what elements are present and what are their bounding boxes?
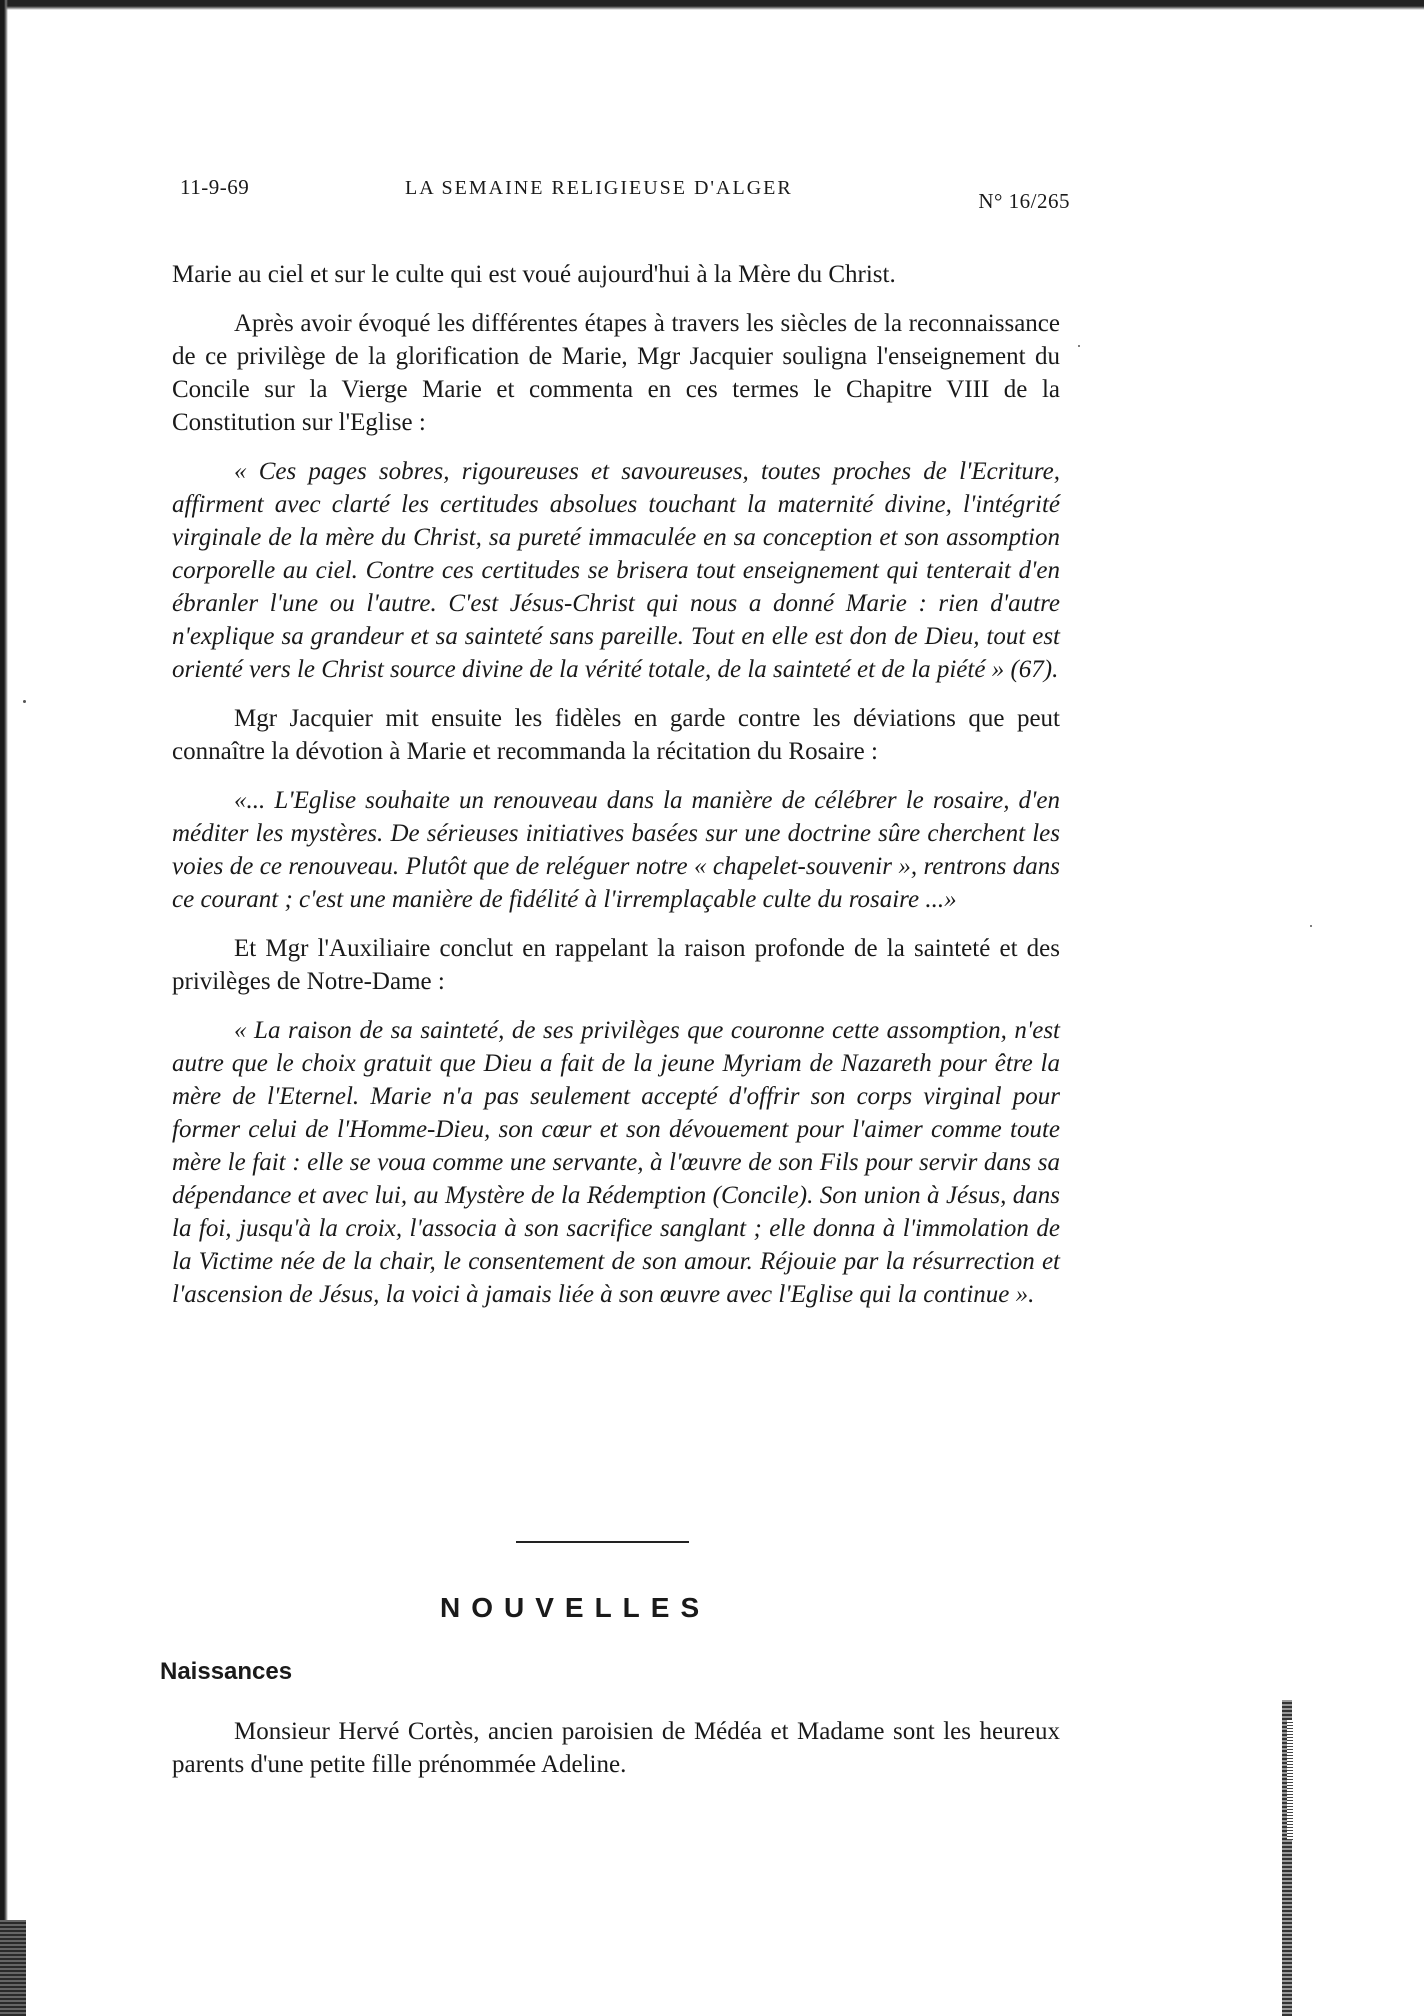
- article-body: [172, 258, 1060, 1327]
- births-heading: Naissances: [160, 1658, 293, 1685]
- article-paragraph: Marie au ciel et sur le culte qui est voué aujourd'hui à la Mère du Christ.: [172, 261, 896, 288]
- issue-date: 11-9-69: [180, 175, 250, 199]
- scan-edge-top: [0, 0, 1424, 10]
- news-section-title: NOUVELLES: [440, 1592, 711, 1623]
- article-quote: «... L'Eglise souhaite un renouveau dans la manière de célébrer le rosaire, d'en méditer les mystères. De sérieuses initiatives basées sur une doctrine sûre cherchent les voies de ce renouveau. Plutôt que de reléguer notre « chapelet-souvenir », rentrons dans ce courant ; c'est une manière de fidélité à l'irremplaçable culte du rosaire ...»: [172, 787, 1060, 913]
- article-paragraph: Et Mgr l'Auxiliaire conclut en rappelant la raison profonde de la sainteté et des privilèges de Notre-Dame :: [172, 935, 1060, 995]
- scan-edge-left: [0, 0, 8, 2016]
- article-paragraph: Mgr Jacquier mit ensuite les fidèles en garde contre les déviations que peut connaître la dévotion à Marie et recommanda la récitation du Rosaire :: [172, 705, 1060, 765]
- article-paragraph: Après avoir évoqué les différentes étapes à travers les siècles de la reconnaissance de ce privilège de la glorification de Marie, Mgr Jacquier souligna l'enseignement du Concile sur la Vierge Marie et commenta en ces termes le Chapitre VIII de la Constitution sur l'Eglise :: [172, 310, 1060, 436]
- article-quote: « Ces pages sobres, rigoureuses et savoureuses, toutes proches de l'Ecriture, affirment avec clarté les certitudes absolues touchant la maternité divine, l'intégrité virginale de la mère du Christ, sa pureté immaculée en sa conception et son assomption corporelle au ciel. Contre ces certitudes se brisera tout enseignement qui tenterait d'en ébranler l'une ou l'autre. C'est Jésus-Christ qui nous a donné Marie : rien d'autre n'explique sa grandeur et sa sainteté sans pareille. Tout en elle est don de Dieu, tout est orienté vers le Christ source divine de la vérité totale, de la sainteté et de la piété » (67).: [172, 458, 1060, 683]
- scan-edge-right-mid: [1287, 1720, 1293, 1840]
- scan-speck: [1310, 925, 1312, 927]
- article-quote: « La raison de sa sainteté, de ses privilèges que couronne cette assomption, n'est autre que le choix gratuit que Dieu a fait de la jeune Myriam de Nazareth pour être la mère de l'Eternel. Marie n'a pas seulement accepté d'offrir son corps virginal pour former celui de l'Homme-Dieu, son cœur et son dévouement pour l'aimer comme toute mère le fait : elle se voua comme une servante, à l'œuvre de son Fils pour servir dans sa dépendance et avec lui, au Mystère de la Rédemption (Concile). Son union à Jésus, dans la foi, jusqu'à la croix, l'associa à son sacrifice sanglant ; elle donna à l'immolation de la Victime née de la chair, le consentement de son amour. Réjouie par la résurrection et l'ascension de Jésus, la voici à jamais liée à son œuvre avec l'Eglise qui la continue ».: [172, 1017, 1060, 1308]
- birth-announcement: Monsieur Hervé Cortès, ancien paroisien de Médéa et Madame sont les heureux parents d'une petite fille prénommée Adeline.: [172, 1718, 1060, 1778]
- page-header: [180, 175, 1070, 215]
- births-body: [172, 1715, 1060, 1797]
- scan-speck: [23, 700, 26, 703]
- scan-edge-left-bottom: [0, 1920, 26, 2016]
- section-divider: [516, 1541, 689, 1543]
- scan-speck: [1078, 345, 1080, 347]
- issue-number: N° 16/265: [978, 189, 1070, 213]
- publication-title: LA SEMAINE RELIGIEUSE D'ALGER: [405, 177, 793, 199]
